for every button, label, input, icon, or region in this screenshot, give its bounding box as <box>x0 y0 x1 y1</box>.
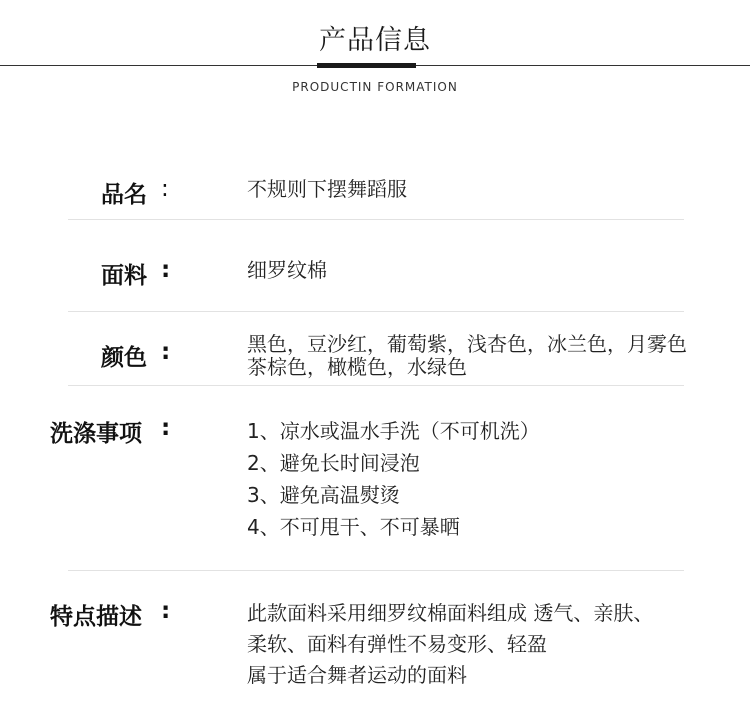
washing-value <box>247 415 540 543</box>
row-divider <box>68 311 684 312</box>
color-label: 颜色 <box>101 345 147 371</box>
page-title: 产品信息 <box>319 25 431 56</box>
fabric-value: 细罗纹棉 <box>247 258 327 282</box>
color-value-line: 黑色，豆沙红，葡萄紫，浅杏色，冰兰色，月雾色 <box>247 332 687 356</box>
features-value <box>247 598 653 691</box>
washing-step: 4、不可甩干、不可暴晒 <box>247 515 460 539</box>
washing-colon: : <box>161 415 171 441</box>
features-colon: : <box>161 598 171 624</box>
row-divider <box>68 385 684 386</box>
washing-label: 洗涤事项 <box>50 421 142 447</box>
features-label: 特点描述 <box>50 604 142 630</box>
fabric-label: 面料 <box>101 263 147 289</box>
washing-step: 2、避免长时间浸泡 <box>247 451 420 475</box>
features-line: 属于适合舞者运动的面料 <box>247 663 467 687</box>
fabric-colon: : <box>161 257 171 283</box>
product-name-colon: : <box>161 176 169 202</box>
washing-step: 1、凉水或温水手洗（不可机洗） <box>247 419 540 443</box>
row-divider <box>68 219 684 220</box>
features-line: 柔软、面料有弹性不易变形、轻盈 <box>247 632 547 656</box>
row-divider <box>68 570 684 571</box>
color-value-line: 茶棕色，橄榄色，水绿色 <box>247 355 467 379</box>
page-subtitle: PRODUCTIN FORMATION <box>292 80 458 94</box>
features-line: 此款面料采用细罗纹棉面料组成 透气、亲肤、 <box>247 601 654 625</box>
color-value <box>247 333 687 379</box>
color-colon: : <box>161 339 171 365</box>
washing-step: 3、避免高温熨烫 <box>247 483 400 507</box>
product-name-value: 不规则下摆舞蹈服 <box>247 177 407 201</box>
product-name-label: 品名 <box>101 182 147 208</box>
title-accent-bar <box>317 63 416 68</box>
